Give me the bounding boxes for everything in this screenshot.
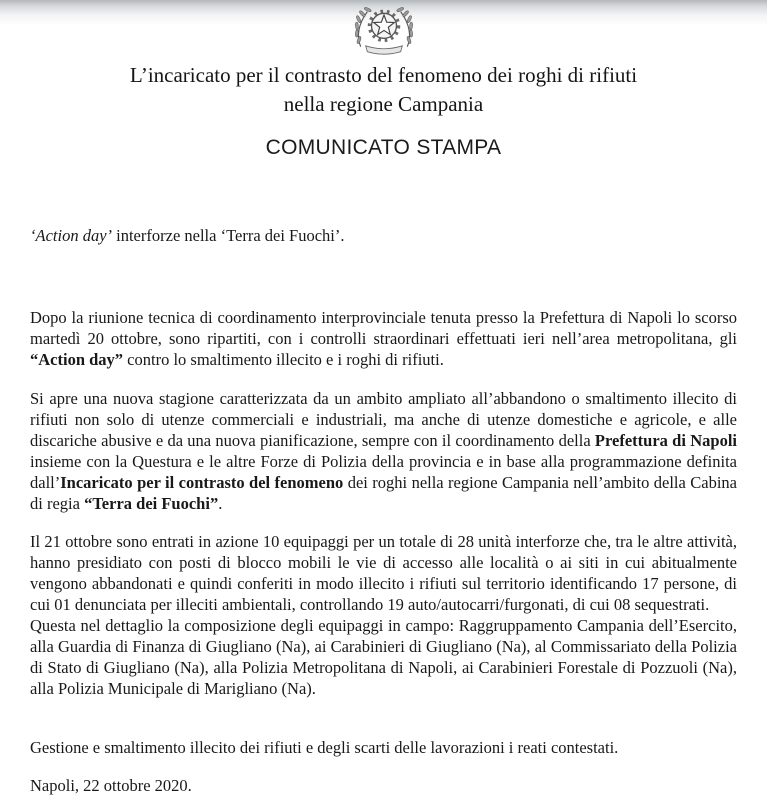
title-line-1: L’incaricato per il contrasto del fenomeno dei roghi di rifiuti [129,63,638,87]
paragraph-1-block [30,307,737,370]
paragraph-1: Dopo la riunione tecnica di coordinamento interprovinciale tenuta presso la Prefettura di Napoli lo scorso martedì 20 ottobre, sono ripartiti, con i controlli straordinari effettuati ieri nell’area metropolitana, gli “Action day” contro lo smaltimento illecito e i roghi di rifiuti. [30,308,737,369]
lead-line-block [30,225,737,246]
paragraph-5-block [30,737,737,758]
title-line-2: nella regione Campania [283,92,484,116]
paragraph-2-block [30,388,737,514]
paragraph-4: Questa nel dettaglio la composizione degli equipaggi in campo: Raggruppamento Campania dell’Esercito, alla Guardia di Finanza di Giugliano (Na), ai Carabinieri di Giugliano (Na), al Commissariato della Polizia di Stato di Giugliano (Na), alla Polizia Metropolitana di Napoli, ai Carabinieri Forestale di Pozzuoli (Na), alla Polizia Municipale di Marigliano (Na). [30,616,737,698]
paragraph-2: Si apre una nuova stagione caratterizzata da un ambito ampliato all’abbandono o smaltimento illecito di rifiuti non solo di utenze commerciali e industriali, ma anche di utenze domestiche e agricole, e alle discariche abusive e da una nuova pianificazione, sempre con il coordinamento della Prefettura di Napoli insieme con la Questura e le altre Forze di Polizia della provincia e in base alla programmazione definita dall’Incaricato per il contrasto del fenomeno dei roghi nella regione Campania nell’ambito della Cabina di regia “Terra dei Fuochi”. [30,389,737,513]
paragraph-3: Il 21 ottobre sono entrati in azione 10 equipaggi per un totale di 28 unità interforze che, tra le altre attività, hanno presidiato con posti di blocco mobili le vie di accesso alle località o ai siti in cui abitualmente vengono abbandonati e quindi conferiti in modo illecito i rifiuti sul territorio identificando 17 persone, di cui 01 denunciata per illeciti ambientali, controllando 19 auto/autocarri/furgonati, di cui 08 sequestrati. [30,532,737,614]
paragraph-5: Gestione e smaltimento illecito dei rifiuti e degli scarti delle lavorazioni i reati contestati. [30,738,619,757]
italian-republic-emblem-icon [342,0,426,60]
document-title [30,61,737,119]
paragraph-3-4-block [30,531,737,699]
lead-line: ‘Action day’ interforze nella ‘Terra dei Fuochi’. [30,226,345,245]
press-release-heading: COMUNICATO STAMPA [265,136,502,159]
dateline: Napoli, 22 ottobre 2020. [30,776,192,795]
dateline-block [30,775,737,796]
